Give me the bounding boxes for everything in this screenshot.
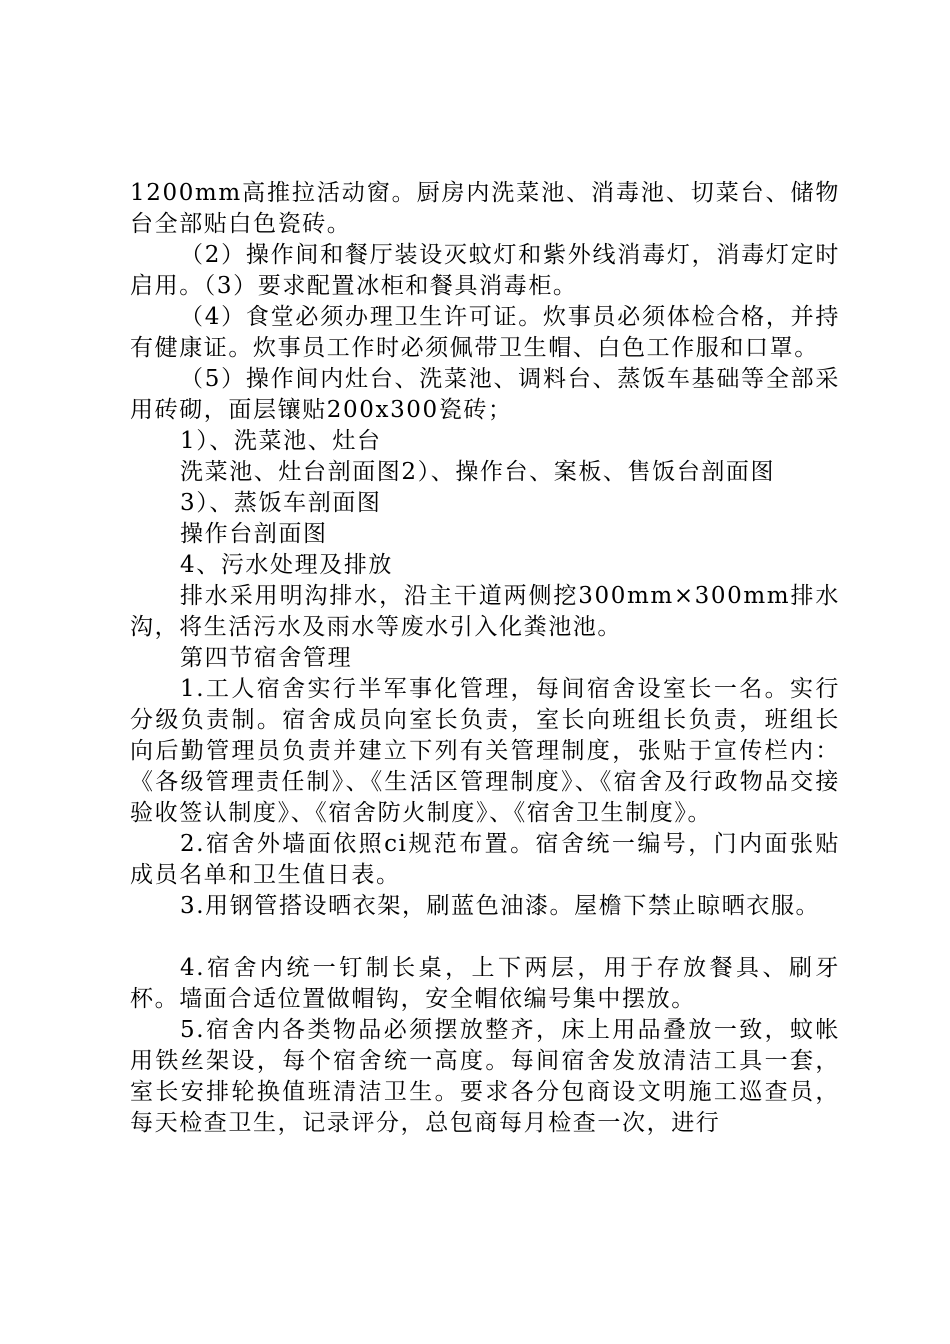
document-body xyxy=(130,178,840,1139)
paragraph-8: 操作台剖面图 xyxy=(180,521,328,547)
paragraph-1: 1200mm高推拉活动窗。厨房内洗菜池、消毒池、切菜台、储物台全部贴白色瓷砖。 xyxy=(130,180,840,237)
paragraph-10: 排水采用明沟排水，沿主干道两侧挖300mm×300mm排水沟，将生活污水及雨水等废水引入化粪池池。 xyxy=(130,583,840,640)
section-heading: 第四节宿舍管理 xyxy=(180,645,353,671)
paragraph-15: 4.宿舍内统一钉制长桌，上下两层，用于存放餐具、刷牙杯。墙面合适位置做帽钩，安全帽依编号集中摆放。 xyxy=(130,955,840,1012)
paragraph-6: 洗菜池、灶台剖面图2）、操作台、案板、售饭台剖面图 xyxy=(180,459,776,485)
paragraph-12: 1.工人宿舍实行半军事化管理，每间宿舍设室长一名。实行分级负责制。宿舍成员向室长负责，室长向班组长负责，班组长向后勤管理员负责并建立下列有关管理制度，张贴于宣传栏内：《各级管理责任制》、《生活区管理制度》、《宿舍及行政物品交接验收签认制度》、《宿舍防火制度》、《宿舍卫生制度》。 xyxy=(130,676,840,826)
paragraph-9: 4、污水处理及排放 xyxy=(180,552,394,578)
paragraph-7: 3）、蒸饭车剖面图 xyxy=(180,490,382,516)
paragraph-5: 1）、洗菜池、灶台 xyxy=(180,428,382,454)
paragraph-3: （4）食堂必须办理卫生许可证。炊事员必须体检合格，并持有健康证。炊事员工作时必须佩带卫生帽、白色工作服和口罩。 xyxy=(130,304,840,361)
paragraph-2: （2）操作间和餐厅装设灭蚊灯和紫外线消毒灯，消毒灯定时启用。（3）要求配置冰柜和餐具消毒柜。 xyxy=(130,242,840,299)
paragraph-14: 3.用钢管搭设晒衣架，刷蓝色油漆。屋檐下禁止晾晒衣服。 xyxy=(180,893,821,919)
paragraph-16: 5.宿舍内各类物品必须摆放整齐，床上用品叠放一致，蚊帐用铁丝架设，每个宿舍统一高度。每间宿舍发放清洁工具一套，室长安排轮换值班清洁卫生。要求各分包商设文明施工巡查员，每天检查卫生，记录评分，总包商每月检查一次，进行 xyxy=(130,1017,840,1136)
paragraph-gap xyxy=(130,922,840,953)
paragraph-13: 2.宿舍外墙面依照ci规范布置。宿舍统一编号，门内面张贴成员名单和卫生值日表。 xyxy=(130,831,840,888)
paragraph-4: （5）操作间内灶台、洗菜池、调料台、蒸饭车基础等全部采用砖砌，面层镶贴200x300瓷砖； xyxy=(130,366,840,423)
